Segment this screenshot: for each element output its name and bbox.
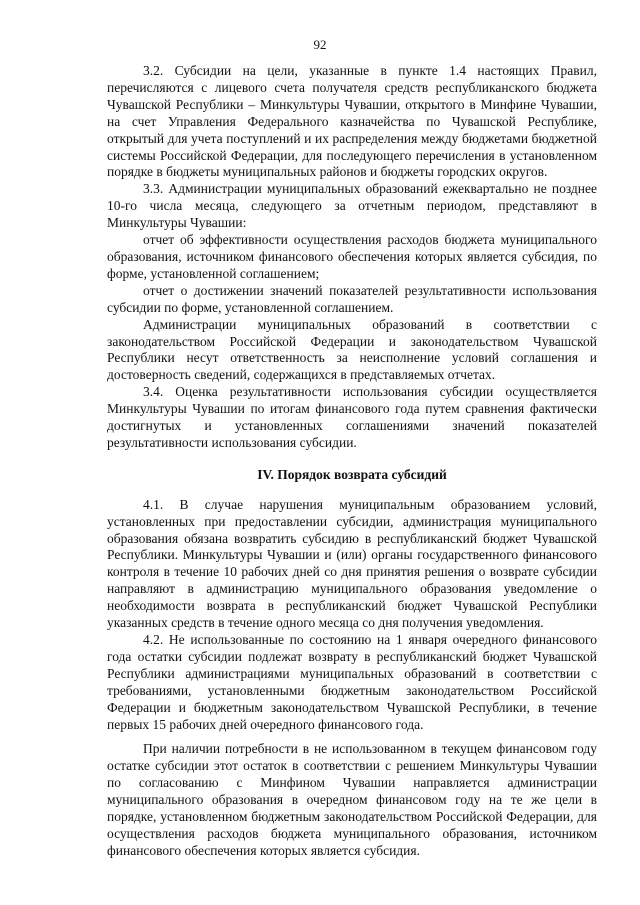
paragraph-remaining-balance: При наличии потребности в не использованном в текущем финансовом году остатке субсидии этот остаток в соответствии с решением Минкультуры Чувашии по согласованию с Минфином Чувашии направляется администрации муниципального образования в очередном финансовом году на те же цели в порядке, установленном бюджетным законодательством Российской Федерации, для осуществления расходов бюджета муниципального образования, источником финансового обеспечения которых является субсидия. (107, 741, 597, 858)
paragraph-4-2: 4.2. Не использованные по состоянию на 1 января очередного финансового года остатки субсидии подлежат возврату в республиканский бюджет Чувашской Республики администрациями муниципальных образований в соответствии с требованиями, установленными бюджетным законодательством Российской Федерации и бюджетным законодательством Чувашской Республики, в течение первых 15 рабочих дней очередного финансового года. (107, 632, 597, 732)
paragraph-4-1: 4.1. В случае нарушения муниципальным образованием условий, установленных при предоставлении субсидии, администрация муниципального образования обязана возвратить субсидию в республиканский бюджет Чувашской Республики. Минкультуры Чувашии и (или) органы государственного финансового контроля в течение 10 рабочих дней со дня принятия решения о возврате субсидии направляют в администрацию муниципального образования уведомление о необходимости возврата в республиканский бюджет Чувашской Республики указанных средств в течение одного месяца со дня получения уведомления. (107, 496, 597, 631)
page-number: 92 (313, 37, 327, 52)
section-heading: IV. Порядок возврата субсидий (257, 466, 447, 482)
paragraph-responsibility: Администрации муниципальных образований в соответствии с законодательством Российской Федерации и законодательством Чувашской Республики несут ответственность за неисполнение условий соглашения и достоверность сведений, содержащихся в представляемых отчетах. (107, 316, 597, 383)
paragraph-3-4: 3.4. Оценка результативности использования субсидии осуществляется Минкультуры Чувашии по итогам финансового года путем сравнения фактически достигнутых и установленных соглашениями значений показателей результативности использования субсидии. (107, 384, 597, 450)
paragraph-3-2: 3.2. Субсидии на цели, указанные в пункте 1.4 настоящих Правил, перечисляются с лицевого счета получателя средств республиканского бюджета Чувашской Республики – Минкультуры Чувашии, открытого в Минфине Чувашии, на счет Управления Федерального казначейства по Чувашской Республике, открытый для учета поступлений и их распределения между бюджетами бюджетной системы Российской Федерации, для последующего перечисления в установленном порядке в бюджеты муниципальных районов и бюджеты городских округов. (107, 63, 597, 180)
document-body (107, 63, 597, 860)
paragraph-report-efficiency: отчет об эффективности осуществления расходов бюджета муниципального образования, источником финансового обеспечения которых является субсидия, по форме, установленной соглашением; (107, 232, 597, 281)
paragraph-report-results: отчет о достижении значений показателей результативности использования субсидии по форме, установленной соглашением. (107, 282, 597, 315)
paragraph-3-3: 3.3. Администрации муниципальных образований ежеквартально не позднее 10-го числа месяца, следующего за отчетным периодом, представляют в Минкультуры Чувашии: (107, 181, 597, 231)
